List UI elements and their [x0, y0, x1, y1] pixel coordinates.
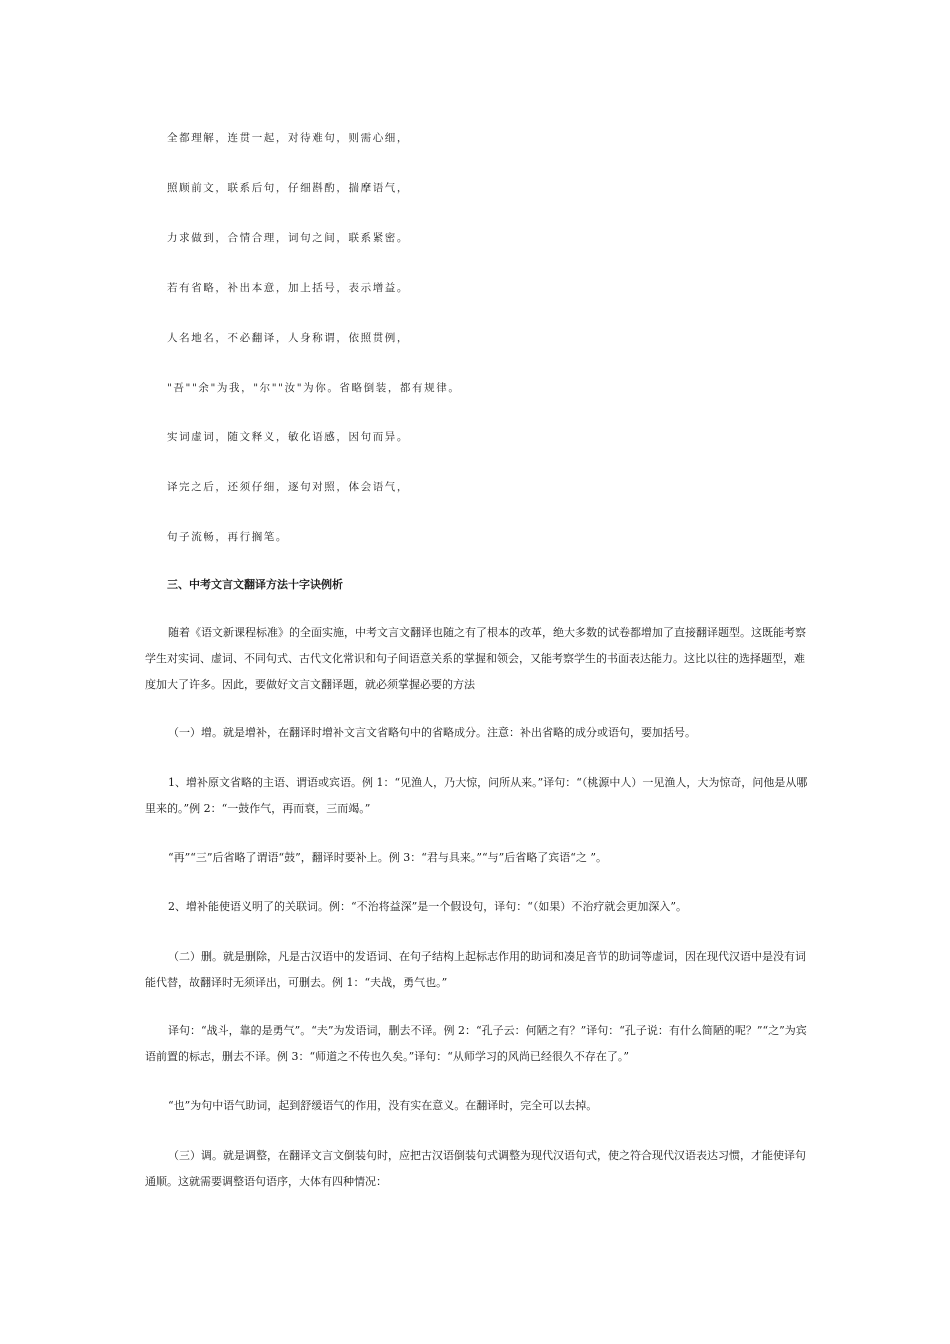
mnemonic-line: 若有省略，补出本意，加上括号，表示增益。	[167, 282, 409, 294]
mnemonic-line: 实词虚词，随文释义，敏化语感，因句而异。	[167, 431, 409, 443]
mnemonic-line: 照顾前文，联系后句，仔细斟酌，揣摩语气，	[167, 182, 409, 194]
paragraph-intro: 随着《语文新课程标准》的全面实施，中考文言文翻译也随之有了根本的改革，绝大多数的试卷都增加了直接翻译题型。这既能考察学生对实词、虚词、不同句式、古代文化常识和句子间语意关系的掌握和领会，又能考察学生的书面表达能力。这比以往的选择题型，难度加大了许多。因此，要做好文言文翻译题，就必须掌握必要的方法	[145, 626, 806, 691]
mnemonic-line: 句子流畅，再行搁笔。	[167, 531, 288, 543]
paragraph-adjust-method: （三）调。就是调整，在翻译文言文倒装句时，应把古汉语倒装句式调整为现代汉语句式，使之符合现代汉语表达习惯，才能使译句通顺。这就需要调整语句语序，大体有四种情况：	[145, 1149, 806, 1188]
mnemonic-line: 力求做到，合情合理，词句之间，联系紧密。	[167, 232, 409, 244]
mnemonic-line: "吾""余"为我，"尔""汝"为你。省略倒装，都有规律。	[167, 382, 461, 394]
paragraph-add-example-1: 1、增补原文省略的主语、谓语或宾语。例 1：“见渔人，乃大惊，问所从来。”译句：“（桃源中人）一见渔人，大为惊奇，问他是从哪里来的。”例 2：“一鼓作气，再而衰，三而竭。”	[145, 776, 808, 815]
paragraph-add-conjunction: 2、增补能使语义明了的关联词。例：“不治将益深”是一个假设句，译句：“（如果）不治疗就会更加深入”。	[168, 900, 687, 913]
paragraph-delete-examples: 译句：“战斗，靠的是勇气”。“夫”为发语词，删去不译。例 2：“孔子云：何陋之有？”译句：“孔子说：有什么简陋的呢？”“之”为宾语前置的标志，删去不译。例 3：“师道之不传也久矣。”译句：“从师学习的风尚已经很久不存在了。”	[145, 1024, 807, 1063]
paragraph-delete-method: （二）删。就是删除，凡是古汉语中的发语词、在句子结构上起标志作用的助词和凑足音节的助词等虚词，因在现代汉语中是没有词能代替，故翻译时无须译出，可删去。例 1：“夫战，勇气也。”	[145, 950, 806, 989]
section-heading: 三、中考文言文翻译方法十字诀例析	[167, 578, 343, 591]
mnemonic-line: 译完之后，还须仔细，逐句对照，体会语气，	[167, 481, 409, 493]
mnemonic-line: 全都理解，连贯一起，对待难句，则需心细，	[167, 132, 409, 144]
mnemonic-line: 人名地名，不必翻译，人身称谓，依照贯例，	[167, 332, 409, 344]
paragraph-add-example-2: “再”“三”后省略了谓语“鼓”，翻译时要补上。例 3：“君与具来。”“与”后省略了宾语“之 ”。	[168, 851, 607, 864]
paragraph-delete-note: “也”为句中语气助词，起到舒缓语气的作用，没有实在意义。在翻译时，完全可以去掉。	[168, 1099, 598, 1112]
paragraph-add-method: （一）增。就是增补，在翻译时增补文言文省略句中的省略成分。注意：补出省略的成分或语句，要加括号。	[168, 726, 696, 739]
